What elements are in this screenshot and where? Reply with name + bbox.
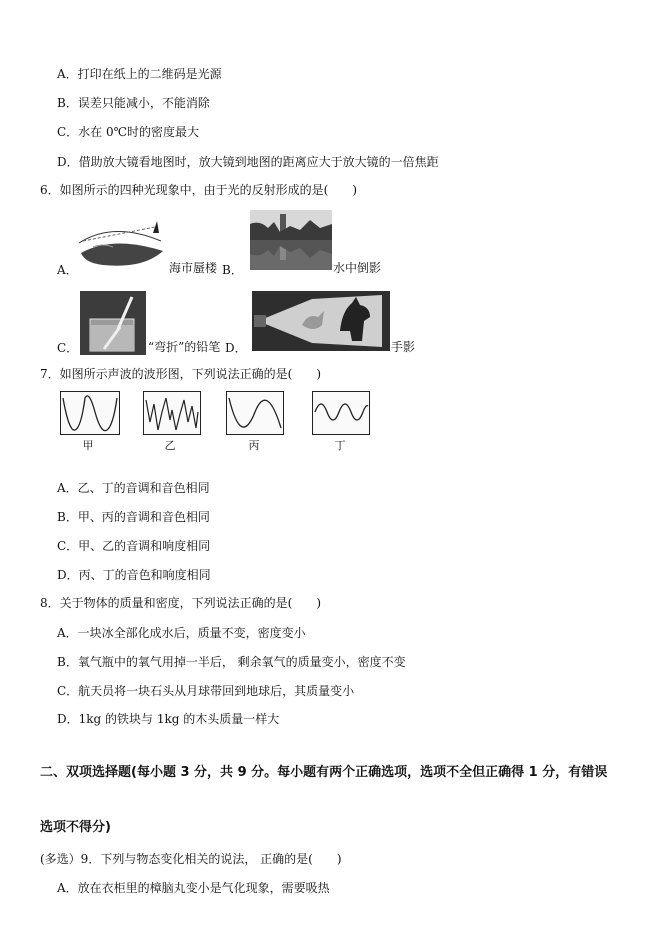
q5-option-a: A．打印在纸上的二维码是光源 — [57, 67, 222, 81]
section-2-heading-cont: 选项不得分) — [40, 820, 111, 835]
waveform-label-yi: 乙 — [164, 439, 176, 452]
mirage-image — [73, 213, 171, 273]
waveform-jia — [60, 391, 120, 435]
waveform-label-ding: 丁 — [334, 439, 346, 452]
q7-stem: 7．如图所示声波的波形图，下列说法正确的是( ) — [40, 367, 322, 381]
waveform-bing — [226, 391, 284, 435]
q7-option-b: B．甲、丙的音调和音色相同 — [57, 510, 210, 524]
q8-stem: 8．关于物体的质量和密度，下列说法正确的是( ) — [40, 596, 322, 610]
q6-option-d-label: D． — [225, 341, 247, 355]
q8-option-d: D．1kg 的铁块与 1kg 的木头质量一样大 — [57, 712, 280, 726]
q6-option-b-label: B． — [222, 263, 243, 277]
q5-option-d: D．借助放大镜看地图时，放大镜到地图的距离应大于放大镜的一倍焦距 — [57, 155, 439, 169]
q9-option-a: A．放在衣柜里的樟脑丸变小是气化现象，需要吸热 — [57, 881, 330, 895]
q8-option-c: C．航天员将一块石头从月球带回到地球后，其质量变小 — [57, 684, 355, 698]
q9-stem: (多选）9．下列与物态变化相关的说法， 正确的是( ) — [40, 852, 342, 866]
section-2-heading: 二、双项选择题(每小题 3 分，共 9 分。每小题有两个正确选项，选项不全但正确得 1 分，有错误 — [40, 765, 608, 780]
hand-shadow-image — [252, 291, 390, 351]
q8-option-a: A．一块冰全部化成水后，质量不变，密度变小 — [57, 626, 306, 640]
waveform-label-bing: 丙 — [248, 439, 260, 452]
waveform-label-jia: 甲 — [82, 439, 94, 452]
q6-option-c-caption: “弯折”的铅笔 — [148, 340, 221, 354]
bent-pencil-image — [80, 291, 146, 355]
water-reflection-image — [250, 210, 332, 270]
q7-option-c: C．甲、乙的音调和响度相同 — [57, 539, 211, 553]
q5-option-c: C．水在 0℃时的密度最大 — [57, 125, 200, 139]
q6-option-d-caption: 手影 — [391, 340, 416, 354]
q6-option-c-label: C． — [57, 341, 79, 355]
q6-option-a-label: A． — [57, 263, 78, 277]
q6-option-b-caption: 水中倒影 — [333, 261, 382, 275]
q7-option-a: A．乙、丁的音调和音色相同 — [57, 481, 210, 495]
waveform-ding — [312, 391, 370, 435]
q8-option-b: B．氧气瓶中的氧气用掉一半后， 剩余氧气的质量变小，密度不变 — [57, 655, 406, 669]
q5-option-b: B．误差只能减小，不能消除 — [57, 96, 210, 110]
q6-option-a-caption: 海市蜃楼 — [169, 261, 218, 275]
q7-option-d: D．丙、丁的音色和响度相同 — [57, 568, 211, 582]
q6-stem: 6．如图所示的四种光现象中，由于光的反射形成的是( ) — [40, 183, 358, 197]
waveform-yi — [143, 391, 201, 435]
